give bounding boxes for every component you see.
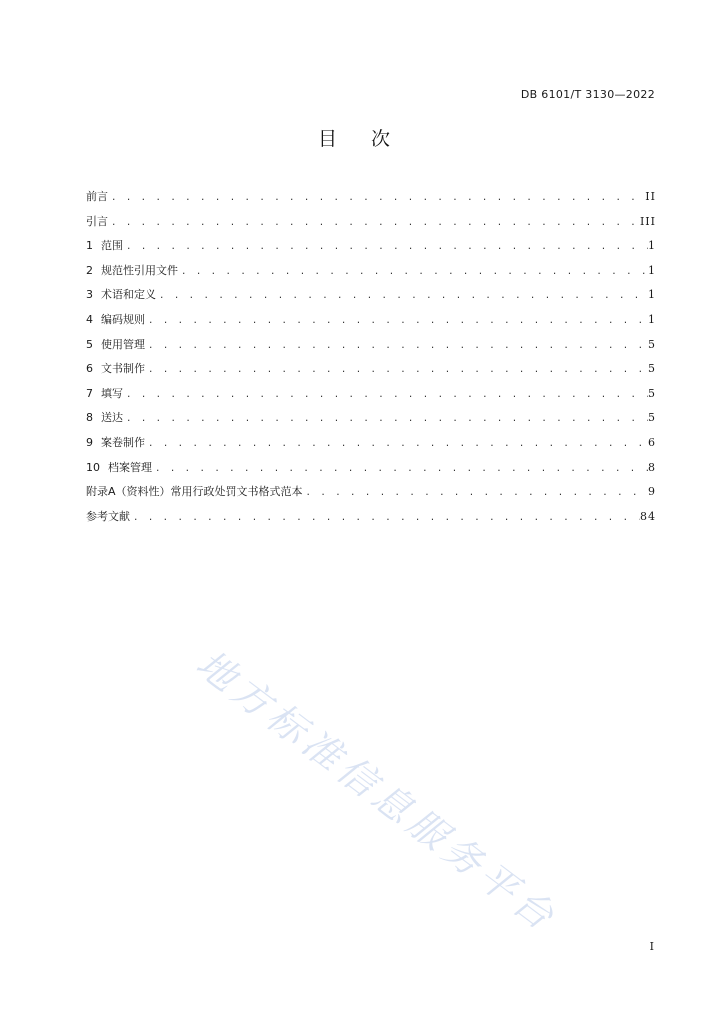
dot-leader	[303, 486, 648, 500]
dot-leader	[123, 412, 648, 426]
toc-entry-service[interactable]	[86, 411, 656, 436]
toc-entry-label: 送达	[101, 411, 123, 425]
toc-entry-page: 5	[648, 337, 656, 351]
toc-entry-label: 填写	[101, 386, 123, 400]
document-code: DB 6101/T 3130—2022	[520, 88, 655, 101]
toc-entry-number: 5	[86, 337, 93, 351]
dot-leader	[145, 437, 648, 451]
dot-leader	[145, 314, 648, 328]
dot-leader	[108, 191, 645, 205]
toc-title: 目次	[317, 128, 424, 150]
toc-entry-label: 参考文献	[86, 509, 130, 523]
toc-entry-foreword[interactable]	[86, 190, 656, 215]
toc-entry-page: II	[645, 190, 656, 203]
dot-leader	[152, 462, 648, 476]
toc-entry-bibliography[interactable]	[86, 510, 656, 535]
toc-entry-label: 引言	[86, 214, 108, 228]
page-number: I	[649, 940, 654, 953]
toc-entry-number: 3	[86, 288, 93, 302]
toc-entry-page: 84	[640, 509, 656, 523]
toc-entry-filling-in[interactable]	[86, 387, 656, 412]
toc-entry-page: 1	[648, 312, 656, 326]
toc-entry-number: 8	[86, 411, 93, 425]
dot-leader	[145, 363, 648, 377]
toc-entry-page: 6	[648, 435, 656, 449]
toc-entry-introduction[interactable]	[86, 215, 656, 240]
toc-entry-page: 1	[648, 288, 656, 302]
toc-entry-number: 7	[86, 386, 93, 400]
toc-entry-page: 8	[648, 460, 656, 474]
toc-entry-page: 1	[648, 263, 656, 277]
toc-entry-number: 9	[86, 435, 93, 449]
toc-entry-number: 10	[86, 460, 100, 474]
toc-entry-number: 4	[86, 312, 93, 326]
toc-entry-page: 5	[648, 411, 656, 425]
toc-entry-normative-references[interactable]	[86, 264, 656, 289]
toc-entry-archive-management[interactable]	[86, 461, 656, 486]
toc-entry-coding-rules[interactable]	[86, 313, 656, 338]
dot-leader	[145, 339, 648, 353]
toc-entry-label: 前言	[86, 190, 108, 203]
dot-leader	[108, 216, 640, 230]
toc-entry-document-production[interactable]	[86, 362, 656, 387]
toc-entry-label: 档案管理	[108, 460, 152, 474]
toc-entry-label: 范围	[101, 239, 123, 253]
toc-entry-number: 1	[86, 239, 93, 253]
toc-entry-number: 6	[86, 362, 93, 376]
toc-entry-number: 2	[86, 263, 93, 277]
dot-leader	[178, 265, 648, 279]
table-of-contents	[86, 190, 656, 534]
toc-entry-label: 术语和定义	[101, 288, 156, 302]
toc-entry-appendix-a[interactable]	[86, 485, 656, 510]
toc-entry-label: 附录A（资料性）常用行政处罚文书格式范本	[86, 485, 303, 499]
toc-entry-label: 规范性引用文件	[101, 263, 178, 277]
dot-leader	[130, 511, 640, 525]
toc-entry-page: III	[639, 214, 656, 228]
toc-entry-label: 编码规则	[101, 312, 145, 326]
toc-entry-page: 5	[648, 386, 656, 400]
dot-leader	[123, 240, 648, 254]
toc-entry-page: 1	[648, 239, 656, 253]
toc-entry-page: 9	[648, 485, 656, 499]
toc-entry-label: 使用管理	[101, 337, 145, 351]
dot-leader	[156, 289, 648, 303]
toc-entry-terms-definitions[interactable]	[86, 288, 656, 313]
toc-entry-usage-management[interactable]	[86, 338, 656, 363]
dot-leader	[123, 388, 648, 402]
toc-entry-scope[interactable]	[86, 239, 656, 264]
watermark: 地方标准信息服务平台	[188, 641, 567, 942]
toc-entry-case-file-production[interactable]	[86, 436, 656, 461]
toc-entry-label: 案卷制作	[101, 435, 145, 449]
toc-entry-label: 文书制作	[101, 362, 145, 376]
toc-entry-page: 5	[648, 362, 656, 376]
